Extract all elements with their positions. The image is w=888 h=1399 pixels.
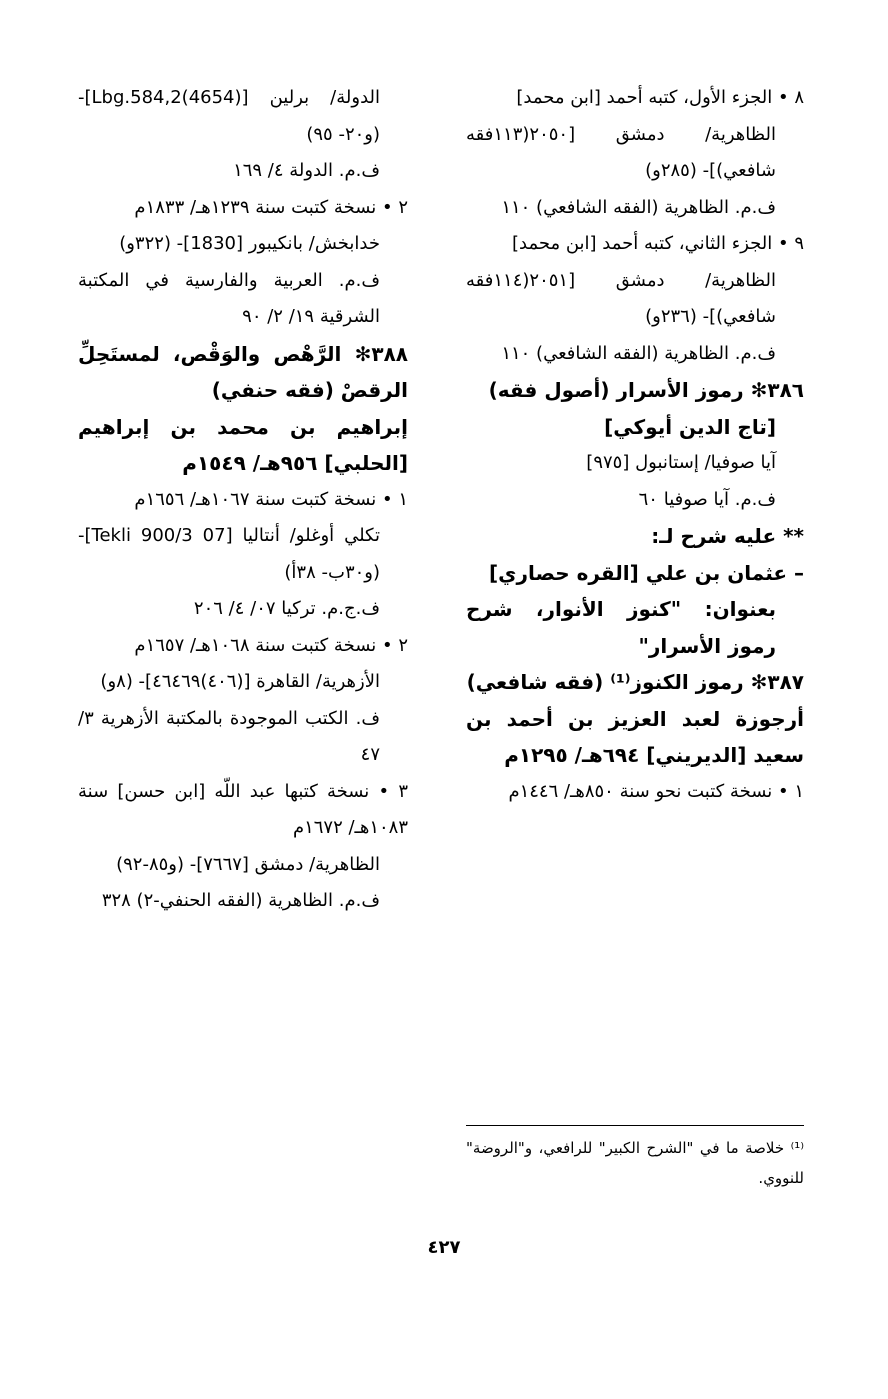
entry-line — [78, 190, 408, 227]
author-line: إبراهيم بن محمد بن إبراهيم [الحلبي] ٩٥٦هـ/ ١٥٤٩م — [78, 414, 408, 475]
entry-line — [78, 883, 408, 920]
library-line: الدولة/ برلين [(4654)Lbg.584,2]- (و٢٠- ٩٥) — [78, 87, 380, 145]
library-line: خدابخش/ بانكيبور [1830]- (٣٢٢و) — [119, 233, 380, 254]
entry-line — [78, 628, 408, 665]
item-line: ١ • نسخة كتبت نحو سنة ٨٥٠هـ/ ١٤٤٦م — [508, 780, 804, 802]
author-line: أرجوزة لعبد العزيز بن أحمد بن سعيد [الديريني] ٦٩٤هـ/ ١٢٩٥م — [466, 706, 804, 767]
entry-heading — [466, 555, 804, 592]
entry-line — [466, 445, 804, 482]
entry-line — [78, 482, 408, 519]
author-line: [تاج الدين أيوكي] — [604, 414, 776, 439]
title-heading: ٣٨٦✻ رموز الأسرار (أصول فقه) — [488, 378, 804, 402]
library-line: تكلي أوغلو/ أنتاليا [07 Tekli 900/3]- (و٣٠ب- ٣٨أ) — [78, 525, 380, 583]
entry-line — [78, 153, 408, 190]
footnote: ⁽¹⁾ خلاصة ما في "الشرح الكبير" للرافعي، و"الروضة" للنووي. — [466, 1139, 804, 1187]
commentator-line: – عثمان بن علي [القره حصاري] — [489, 560, 804, 585]
entry-line — [78, 701, 408, 774]
entry-line — [78, 591, 408, 628]
entry-heading — [78, 336, 408, 409]
library-line: الظاهرية/ دمشق [٢٠٥١(١١٤فقه شافعي)]- (٢٣٦و) — [466, 269, 776, 327]
entry-line — [466, 80, 804, 117]
entry-heading — [466, 372, 804, 409]
entry-line — [466, 336, 804, 373]
library-line: الأزهرية/ القاهرة [(٤٠٦)٤٦٤٦٩]- (٨و) — [100, 671, 380, 692]
entry-heading — [466, 591, 804, 664]
entry-heading — [466, 518, 804, 555]
item-line: ١ • نسخة كتبت سنة ١٠٦٧هـ/ ١٦٥٦م — [134, 488, 408, 510]
entry-line — [78, 518, 408, 591]
catalog-line: ف. الكتب الموجودة بالمكتبة الأزهرية ٣/ ٤٧ — [78, 707, 380, 765]
catalog-line: ف.م. الظاهرية (الفقه الحنفي-٢) ٣٢٨ — [101, 890, 380, 911]
footnote-divider — [466, 1125, 804, 1126]
library-line: آيا صوفيا/ إستانبول [٩٧٥] — [586, 452, 776, 473]
right-column — [466, 80, 804, 810]
catalog-line: ف.ج.م. تركيا ٠٧/ ٤/ ٢٠٦ — [193, 598, 380, 619]
entry-line — [78, 847, 408, 884]
entry-line — [78, 263, 408, 336]
catalog-line: ف.م. آيا صوفيا ٦٠ — [638, 488, 776, 510]
library-line: الظاهرية/ دمشق [٢٠٥٠(١١٣فقه شافعي)]- (٢٨٥و) — [466, 123, 776, 181]
catalog-line: ف.م. الظاهرية (الفقه الشافعي) ١١٠ — [501, 196, 776, 218]
entry-line — [466, 117, 804, 190]
entry-line — [78, 80, 408, 153]
entry-line — [78, 226, 408, 263]
item-line: ٩ • الجزء الثاني، كتبه أحمد [ابن محمد] — [511, 233, 804, 254]
catalog-line: ف.م. الظاهرية (الفقه الشافعي) ١١٠ — [501, 342, 776, 364]
entry-line — [466, 263, 804, 336]
commentary-heading: ** عليه شرح لـ: — [651, 524, 804, 548]
entry-heading — [466, 409, 804, 446]
catalog-line: ف.م. الدولة ٤/ ١٦٩ — [233, 160, 380, 181]
entry-heading — [78, 409, 408, 482]
item-line: ٣ • نسخة كتبها عبد اللّه [ابن حسن] سنة ١٠٨٣هـ/ ١٦٧٢م — [78, 780, 408, 838]
entry-line — [78, 664, 408, 701]
library-line: الظاهرية/ دمشق [٧٦٦٧]- (و٨٥-٩٢) — [116, 853, 380, 875]
title-heading: ٣٨٧✻ رموز الكنوز⁽¹⁾ (فقه شافعي) — [466, 670, 804, 694]
commentary-title: بعنوان: "كنوز الأنوار، شرح رموز الأسرار" — [466, 597, 776, 658]
catalog-line: ف.م. العربية والفارسية في المكتبة الشرقية ١٩/ ٢/ ٩٠ — [78, 269, 380, 327]
page-number: ٤٢٧ — [427, 1237, 461, 1258]
entry-line — [466, 226, 804, 263]
item-line: ٨ • الجزء الأول، كتبه أحمد [ابن محمد] — [516, 87, 804, 108]
item-line: ٢ • نسخة كتبت سنة ١٢٣٩هـ/ ١٨٣٣م — [134, 196, 408, 218]
entry-line — [466, 482, 804, 519]
entry-heading — [466, 701, 804, 774]
entry-heading — [466, 664, 804, 701]
title-heading: ٣٨٨✻ الرَّهْص والوَقْص، لمستَحِلِّ الرقصْ (فقه حنفي) — [78, 341, 408, 402]
entry-line — [466, 190, 804, 227]
item-line: ٢ • نسخة كتبت سنة ١٠٦٨هـ/ ١٦٥٧م — [134, 634, 408, 656]
entry-line — [78, 774, 408, 847]
entry-line — [466, 774, 804, 811]
left-column — [78, 80, 408, 920]
